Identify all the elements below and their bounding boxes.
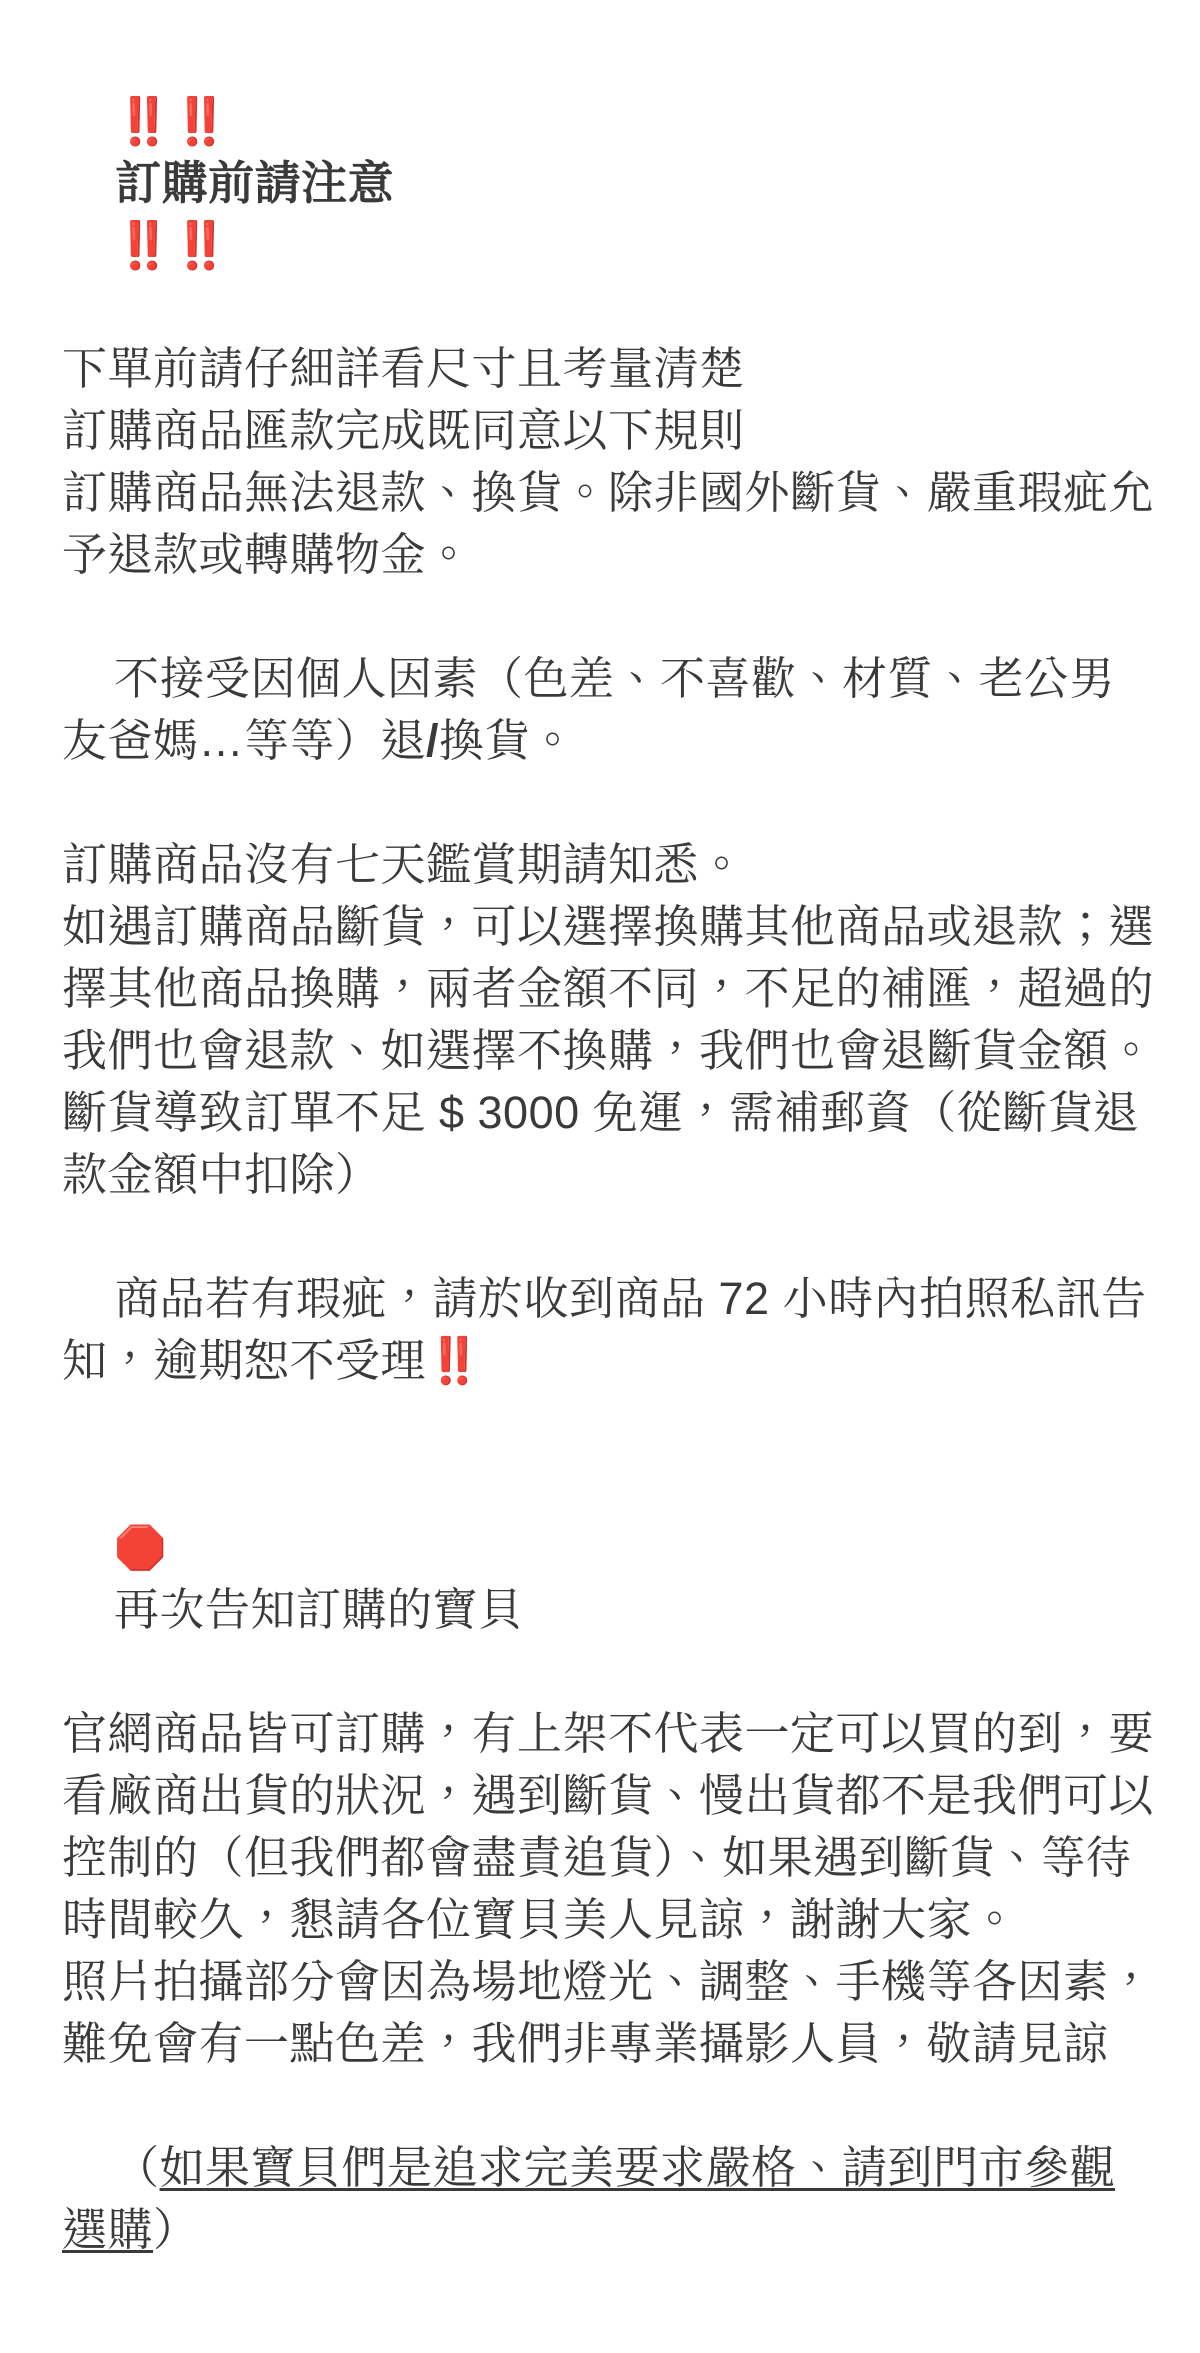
notice-paragraph-5: 訂購商品沒有七天鑑賞期請知悉。 bbox=[62, 839, 745, 890]
notice-paragraph-10: 照片拍攝部分會因為場地燈光、調整、手機等各因素，難免會有一點色差，我們非專業攝影人員，敬請見諒 bbox=[62, 1956, 1155, 2069]
stop-sign-icon: 🛑 bbox=[114, 1523, 167, 1572]
notice-paragraph-9: 官網商品皆可訂購，有上架不代表一定可以買的到，要看廠商出貨的狀況，遇到斷貨、慢出貨都不是我們可以控制的（但我們都會盡責追貨）、如果遇到斷貨、等待時間較久，懇請各位寶貝美人見諒，謝謝大家。 bbox=[62, 1708, 1155, 1945]
notice-paragraph-4-slash: / bbox=[426, 715, 440, 766]
notice-paragraph-4-part2: 換貨。 bbox=[439, 715, 576, 766]
notice-paragraph-2: 訂購商品匯款完成既同意以下規則 bbox=[62, 405, 745, 456]
notice-paragraph-11-open-paren: （ bbox=[114, 2142, 160, 2193]
page-title: 訂購前請注意 bbox=[115, 157, 395, 209]
notice-paragraph-6: 如遇訂購商品斷貨，可以選擇換購其他商品或退款；選擇其他商品換購，兩者金額不同，不足的補匯，超過的我們也會退款、如選擇不換購，我們也會退斷貨金額。 bbox=[62, 901, 1155, 1076]
notice-paragraph-3: 訂購商品無法退款、換貨。除非國外斷貨、嚴重瑕疵允予退款或轉購物金。 bbox=[62, 467, 1155, 580]
warning-bangs-left-icon: ‼️‼️ bbox=[115, 94, 230, 148]
notice-paragraph-1: 下單前請仔細詳看尺寸且考量清楚 bbox=[62, 343, 745, 394]
notice-paragraph-4-part1: 不接受因個人因素（色差、不喜歡、材質、老公男友爸媽…等等）退 bbox=[62, 653, 1116, 766]
notice-paragraph-11 bbox=[62, 2075, 1160, 2323]
warning-bangs-inline-icon: ‼️ bbox=[426, 1334, 483, 1387]
notice-reminder-heading-text: 再次告知訂購的寶貝 bbox=[114, 1584, 524, 1635]
notice-paragraph-7: 斷貨導致訂單不足 $ 3000 免運，需補郵資（從斷貨退款金額中扣除） bbox=[62, 1087, 1139, 1200]
notice-reminder-heading bbox=[62, 1454, 1160, 1703]
notice-paragraph-4 bbox=[62, 586, 1160, 834]
document-title-line bbox=[62, 28, 1160, 338]
notice-paragraph-11-close-paren: ） bbox=[153, 2204, 199, 2255]
notice-paragraph-8-text: 商品若有瑕疵，請於收到商品 72 小時內拍照私訊告知，逾期恕不受理 bbox=[62, 1273, 1147, 1386]
warning-bangs-right-icon: ‼️‼️ bbox=[115, 218, 230, 272]
notice-paragraph-8 bbox=[62, 1206, 1160, 1454]
notice-paragraph-11-emphasis: 如果寶貝們是追求完美要求嚴格、請到門市參觀選購 bbox=[62, 2142, 1116, 2255]
